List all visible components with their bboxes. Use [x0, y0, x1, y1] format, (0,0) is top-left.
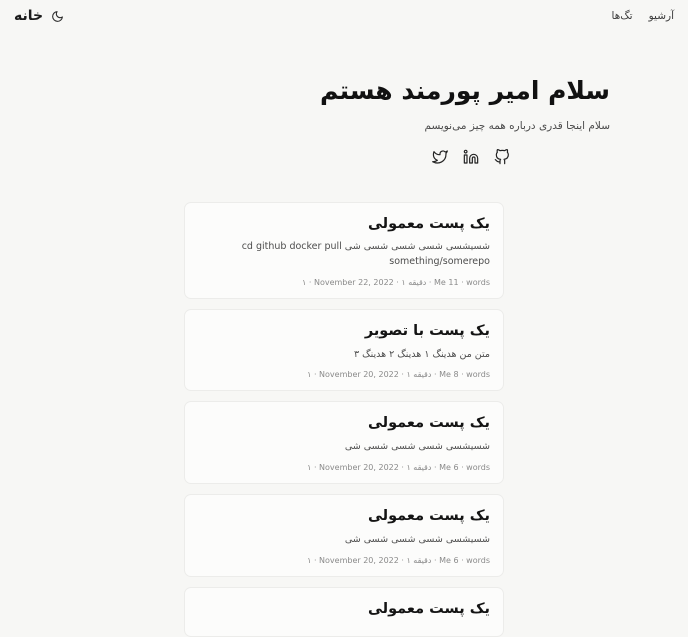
post-description: شسیشسی شسی شسی شسی شی: [344, 533, 490, 545]
twitter-icon[interactable]: [431, 149, 448, 166]
hero-subtitle: سلام اینجا قدری درباره همه چیز می‌نویسم: [424, 119, 610, 132]
post-meta: ۱ · November 20, 2022 · دقیقه ۱ · Me 8 · words: [307, 370, 490, 380]
nav-brand-area: [14, 8, 64, 24]
post-card[interactable]: [184, 494, 504, 577]
post-card[interactable]: [184, 309, 504, 392]
post-meta: ۱ · November 20, 2022 · دقیقه ۱ · Me 6 · words: [307, 462, 490, 472]
post-meta: ۱ · November 22, 2022 · دقیقه ۱ · Me 11 · words: [302, 277, 490, 287]
page-title: سلام امیر پورمند هستم: [320, 76, 610, 105]
post-title: یک پست معمولی: [367, 600, 490, 617]
post-description: شسیشسی شسی شسی شسی شی: [344, 441, 490, 453]
post-title: یک پست با تصویر: [364, 322, 490, 339]
post-description: شسیشسی شسی شسی شسی شی cd github docker pull something/somerepo: [241, 241, 490, 268]
hero-section: [64, 30, 624, 166]
post-list: [184, 202, 504, 637]
post-card[interactable]: [184, 202, 504, 299]
nav-home-link[interactable]: خانه: [14, 8, 44, 24]
nav-link-archive[interactable]: آرشیو: [648, 10, 674, 22]
moon-icon[interactable]: [50, 9, 64, 23]
social-links: [78, 149, 610, 166]
post-card[interactable]: [184, 587, 504, 637]
post-title: یک پست معمولی: [367, 507, 490, 524]
post-title: یک پست معمولی: [367, 415, 490, 432]
post-title: یک پست معمولی: [367, 215, 490, 232]
nav-links: [612, 10, 674, 22]
post-meta: ۱ · November 20, 2022 · دقیقه ۱ · Me 6 · words: [307, 555, 490, 565]
github-icon[interactable]: [493, 149, 510, 166]
navbar: [0, 0, 688, 30]
linkedin-icon[interactable]: [462, 149, 479, 166]
post-description: متن من هدینگ ۱ هدینگ ۲ هدینگ ۳: [353, 348, 490, 360]
nav-link-tags[interactable]: تگ‌ها: [611, 10, 633, 22]
post-card[interactable]: [184, 401, 504, 484]
